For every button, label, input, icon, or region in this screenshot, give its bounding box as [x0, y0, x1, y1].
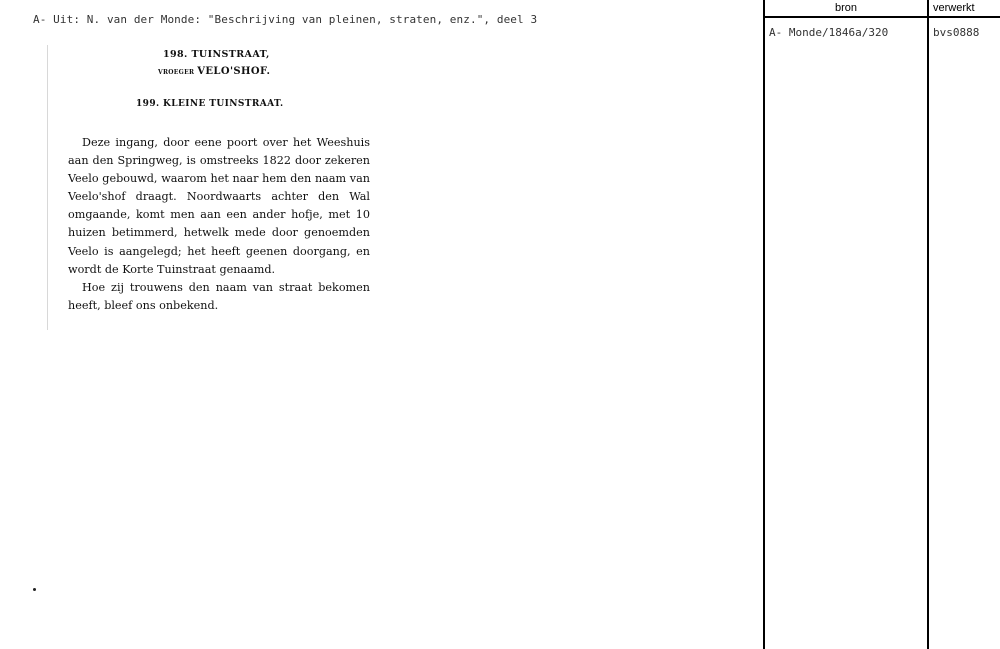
- source-citation: A- Uit: N. van der Monde: "Beschrijving van pleinen, straten, enz.", deel 3: [33, 13, 538, 26]
- column-header-bron: bron: [834, 2, 858, 14]
- cell-bron: A- Monde/1846a/320: [769, 26, 889, 39]
- ledger-table: [763, 0, 1000, 649]
- ledger-column-divider: [927, 0, 929, 649]
- scan-speck: [33, 588, 36, 591]
- heading-198: 198. TUINSTRAAT,: [163, 49, 270, 60]
- cell-verwerkt: bvs0888: [933, 26, 980, 39]
- heading-velo-shof: [158, 66, 270, 77]
- scan-edge-line: [47, 45, 48, 330]
- heading-199: 199. KLEINE TUINSTRAAT.: [136, 99, 284, 109]
- ledger-left-border: [763, 0, 765, 649]
- heading-velo-prefix: VROEGER: [158, 69, 195, 76]
- paragraph-2: Hoe zij trouwens den naam van straat bekomen heeft, bleef ons onbekend.: [68, 280, 370, 312]
- column-header-verwerkt: verwerkt: [933, 2, 975, 14]
- body-text: [68, 134, 370, 315]
- heading-velo-main: VELO'SHOF.: [197, 66, 271, 77]
- paragraph-1: Deze ingang, door eene poort over het Weeshuis aan den Springweg, is omstreeks 1822 door zekeren Veelo gebouwd, waarom het naar hem den naam van Veelo'shof draagt. Noordwaarts achter den Wal omgaande, komt men aan een ander hofje, met 10 huizen betimmerd, hetwelk mede door genoemden Veelo is aangelegd; het heeft geenen doorgang, en wordt de Korte Tuinstraat genaamd.: [68, 136, 370, 276]
